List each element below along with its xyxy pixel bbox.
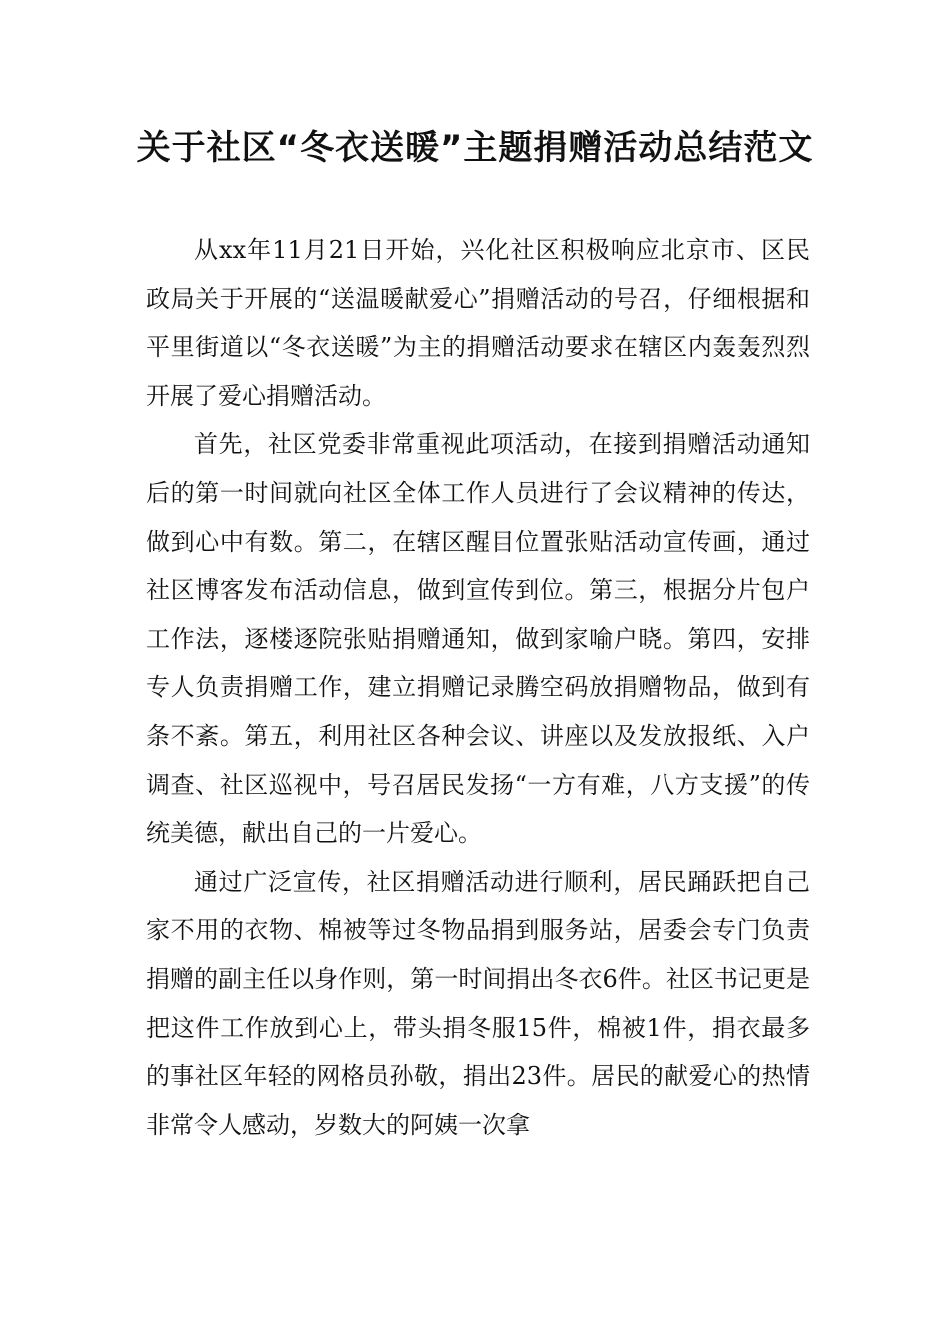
document-body [146,226,810,1149]
paragraph-3: 通过广泛宣传，社区捐赠活动进行顺利，居民踊跃把自己家不用的衣物、棉被等过冬物品捐到服务站，居委会专门负责捐赠的副主任以身作则，第一时间捐出冬衣6件。社区书记更是把这件工作放到心上，带头捐冬服15件，棉被1件，捐衣最多的事社区年轻的网格员孙敬，捐出23件。居民的献爱心的热情非常令人感动，岁数大的阿姨一次拿 [146,867,810,1139]
paragraph-1: 从xx年11月21日开始，兴化社区积极响应北京市、区民政局关于开展的“送温暖献爱心”捐赠活动的号召，仔细根据和平里街道以“冬衣送暖”为主的捐赠活动要求在辖区内轰轰烈烈开展了爱心捐赠活动。 [146,236,810,410]
paragraph-2: 首先，社区党委非常重视此项活动，在接到捐赠活动通知后的第一时间就向社区全体工作人员进行了会议精神的传达，做到心中有数。第二，在辖区醒目位置张贴活动宣传画，通过社区博客发布活动信息，做到宣传到位。第三，根据分片包户工作法，逐楼逐院张贴捐赠通知，做到家喻户晓。第四，安排专人负责捐赠工作，建立捐赠记录腾空码放捐赠物品，做到有条不紊。第五，利用社区各种会议、讲座以及发放报纸、入户调查、社区巡视中，号召居民发扬“一方有难，八方支援”的传统美德，献出自己的一片爱心。 [146,430,810,848]
document-title: 关于社区“冬衣送暖”主题捐赠活动总结范文 [136,128,814,168]
